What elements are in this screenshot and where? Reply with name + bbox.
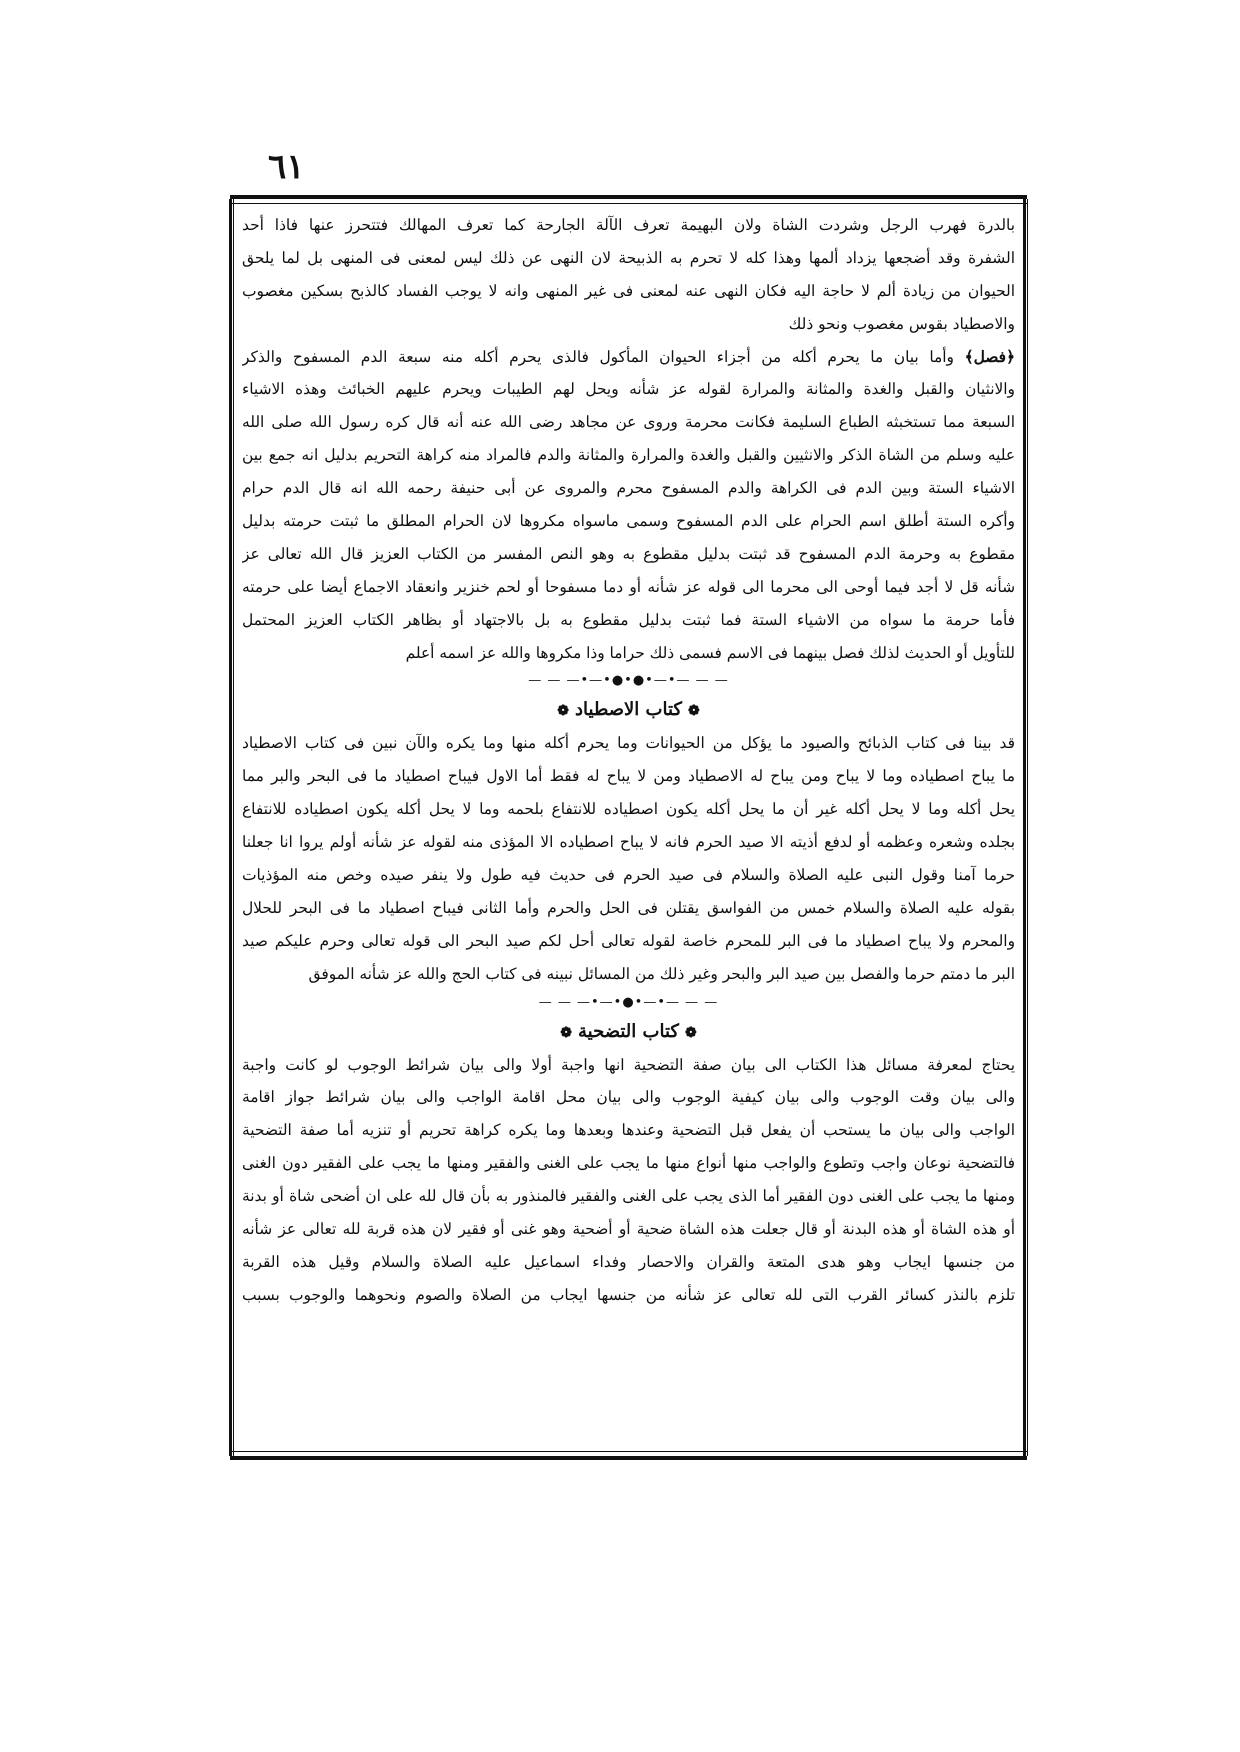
text-line: للتأويل أو الحديث لذلك فصل بينهما فى الاسم فسمى ذلك حراما وذا مكروها والله عز اسمه أعلم xyxy=(405,643,1015,662)
kitab-istiyad-body xyxy=(242,727,1015,990)
chapter-title-istiyad xyxy=(242,693,1015,727)
ornament-icon: ❁ xyxy=(557,703,570,720)
ornament-icon: ❁ xyxy=(684,1024,697,1041)
text-frame xyxy=(230,195,1027,1460)
page-number: ٦١ xyxy=(268,147,305,187)
fasl-heading: ﴿فصل﴾ xyxy=(964,347,1015,366)
text-line: بجلده وشعره وعظمه أو لدفع أذيته الا صيد الحرم فانه لا يباح اصطياده الا المؤذى منه لقوله عز شأنه أولم يروا انا جعلنا xyxy=(242,833,1015,852)
text-line: والى بيان وقت الوجوب والى بيان كيفية الوجوب والى بيان محل اقامة الواجب والى بيان شرائط جواز اقامة xyxy=(242,1088,1015,1107)
text-line: الواجب والى بيان ما يستحب أن يفعل قبل التضحية وعندها وبعدها وما يكره كراهة تحريم أو تنزيه أما صفة التضحية xyxy=(242,1121,1015,1140)
text-line: الحيوان من زيادة ألم لا حاجة اليه فكان النهى عنه لمعنى فى غير المنهى وانه لا يوجب الفساد كالذبح بسكين مغصوب xyxy=(242,281,1015,300)
text-line: من جنسها ايجاب وهو هدى المتعة والقران والاحصار وفداء اسماعيل عليه الصلاة والسلام وقيل هذه القربة xyxy=(242,1252,1015,1271)
divider-ornament: — — —•—•●•—•— — — xyxy=(538,994,719,1010)
text-line: والاصطياد بقوس مغصوب ونحو ذلك xyxy=(788,314,1015,333)
text-line: فأما حرمة ما سواه من الاشياء الستة فما ثبتت بدليل مقطوع به بل بالاجتهاد أو بظاهر الكتاب العزيز المحتمل xyxy=(242,610,1015,629)
fasl-line-text: وأما بيان ما يحرم أكله من أجزاء الحيوان المأكول فالذى يحرم أكله منه سبعة الدم المسفوح والذكر xyxy=(242,347,954,366)
chapter-title-tadhiya xyxy=(242,1015,1015,1049)
text-line: قد بينا فى كتاب الذبائح والصيود ما يؤكل من الحيوانات وما يحرم أكله منها وما يكره والآن نبين فى كتاب الاصطياد xyxy=(242,734,1015,753)
text-line: بالدرة فهرب الرجل وشردت الشاة ولان البهيمة تعرف الآلة الجارحة كما تعرف المهالك فتتحرز عنها فاذا أحد xyxy=(242,216,1015,234)
kitab-tadhiya-body xyxy=(242,1049,1015,1312)
text-line: ما يباح اصطياده وما لا يباح ومن يباح له الاصطياد ومن لا يباح له فقط أما الاول فيباح اصطياد ما فى البحر والبر مما xyxy=(242,767,1015,786)
fasl-section xyxy=(242,341,1015,670)
text-line: الشفرة وقد أضجعها يزداد ألمها وهذا كله لا تحرم به الذبيحة لان النهى عن ذلك ليس لمعنى فى المنهى بل لما يلحق xyxy=(242,248,1015,267)
frame-rule-right xyxy=(1023,199,1028,1456)
text-line: الاشياء الستة وبين الدم فى الكراهة والدم المسفوح محرم والمروى عن أبى حنيفة رحمه الله انه قال الدم حرام xyxy=(242,479,1015,498)
ornamental-divider xyxy=(242,669,1015,693)
text-line: شأنه قل لا أجد فيما أوحى الى محرما الى قوله عز شأنه أو دما مسفوحا أو لحم خنزير وانعقاد الاجماع أيضا على حرمته xyxy=(242,577,1015,596)
text-line: وأكره الستة أطلق اسم الحرام على الدم المسفوح وسمى ماسواه مكروها لان الحرام المطلق ما ثبتت حرمته بدليل xyxy=(242,512,1015,531)
chapter-title-text: كتاب الاصطياد xyxy=(575,699,682,721)
text-line xyxy=(242,341,1015,374)
ornament-icon: ❁ xyxy=(687,703,700,720)
text-line: بقوله عليه الصلاة والسلام خمس من الفواسق يقتلن فى الحل والحرم وأما الثانى فيباح اصطياد ما فى البحر للحلال xyxy=(242,898,1015,917)
section-continuation xyxy=(242,209,1015,341)
ornamental-divider xyxy=(242,991,1015,1015)
text-line: مقطوع به وحرمة الدم المسفوح قد ثبتت بدليل مقطوع به وهو النص المفسر من الكتاب العزيز قال الله تعالى عز xyxy=(242,544,1015,563)
text-line: البر ما دمتم حرما والفصل بين صيد البر والبحر وغير ذلك من المسائل نبينه فى كتاب الحج والله عز شأنه الموفق xyxy=(308,964,1015,983)
ornament-icon: ❁ xyxy=(560,1024,573,1041)
text-line: والانثيان والقبل والغدة والمثانة والمرارة لقوله عز شأنه ويحل لهم الطيبات ويحرم عليهم الخبائث وهذه الاشياء xyxy=(242,380,1015,399)
text-line: ومنها ما يجب على الغنى دون الفقير أما الذى يجب على الغنى والفقير فالمنذور به بأن قال لله على ان أضحى شاة أو بدنة xyxy=(242,1187,1015,1206)
text-line: أو هذه الشاة أو هذه البدنة أو قال جعلت هذه الشاة ضحية أو أضحية وهو غنى أو فقير لان هذه قربة لله تعالى عز شأنه xyxy=(242,1220,1015,1239)
page-body xyxy=(242,209,1015,1446)
chapter-title-text: كتاب التضحية xyxy=(578,1020,679,1042)
text-line: والمحرم ولا يباح اصطياد ما فى البر للمحرم خاصة لقوله تعالى أحل لكم صيد البحر الى قوله تعالى وحرم عليكم صيد xyxy=(242,931,1015,950)
text-line: تلزم بالنذر كسائر القرب التى لله تعالى عز شأنه من جنسها ايجاب من الصلاة والصوم ونحوهما والوجوب بسبب xyxy=(242,1285,1015,1304)
text-line: يحتاج لمعرفة مسائل هذا الكتاب الى بيان صفة التضحية انها واجبة أولا والى بيان شرائط الوجوب لو كانت واجبة xyxy=(242,1055,1015,1074)
text-line: عليه وسلم من الشاة الذكر والانثيين والقبل والغدة والمرارة والمثانة والدم فالمراد منه كراهة التحريم بدليل انه جمع بين xyxy=(242,446,1015,465)
text-line: فالتضحية نوعان واجب وتطوع والواجب منها أنواع منها ما يجب على الغنى والفقير ومنها ما يجب على الفقير دون الغنى xyxy=(242,1154,1015,1173)
text-line: حرما آمنا وقول النبى عليه الصلاة والسلام فى صيد الحرم فى حديث فيه طول ولا ينفر صيده وخص منه المؤذيات xyxy=(242,866,1015,885)
text-line: يحل أكله وما لا يحل أكله غير أن ما يحل أكله يكون اصطياده للانتفاع بلحمه وما لا يحل أكله يكون اصطياده للانتفاع xyxy=(242,800,1015,819)
text-line: السبعة مما تستخبثه الطباع السليمة فكانت محرمة وروى عن مجاهد رضى الله عنه أنه قال كره رسول الله صلى الله xyxy=(242,413,1015,432)
frame-rule-left xyxy=(229,199,234,1456)
divider-ornament: — — —•—•●•●•—•— — — xyxy=(528,673,729,689)
